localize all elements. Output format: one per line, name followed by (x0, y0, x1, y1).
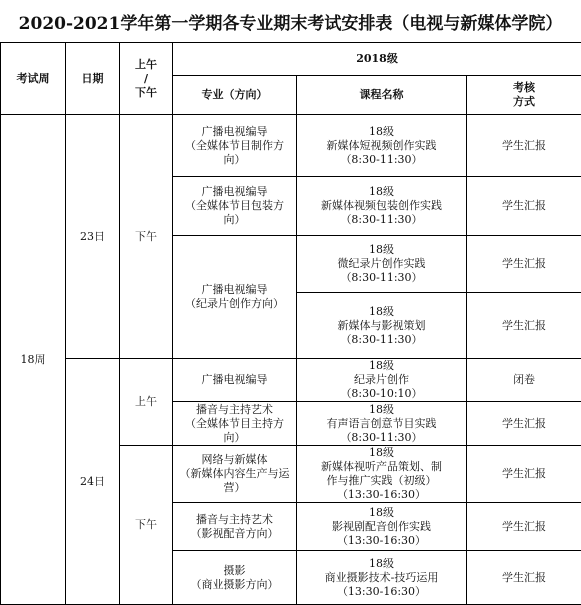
course-cell: 18级 商业摄影技术-技巧运用 （13:30-16:30） (297, 551, 467, 605)
table-row (1, 359, 581, 402)
method-cell: 学生汇报 (467, 402, 581, 446)
major-cell: 广播电视编导 (173, 359, 297, 402)
course-cell: 18级 纪录片创作 （8:30-10:10） (297, 359, 467, 402)
course-cell: 18级 新媒体视频包装创作实践 （8:30-11:30） (297, 177, 467, 236)
week-cell: 18周 (1, 115, 66, 605)
header-week: 考试周 (1, 43, 66, 115)
period-cell-am: 上午 (120, 359, 173, 446)
major-cell: 网络与新媒体 （新媒体内容生产与运 营） (173, 446, 297, 503)
date-cell-23: 23日 (66, 115, 120, 359)
method-cell: 学生汇报 (467, 503, 581, 551)
header-course: 课程名称 (297, 76, 467, 115)
method-cell: 学生汇报 (467, 115, 581, 177)
header-row-1 (1, 43, 581, 76)
method-cell: 学生汇报 (467, 177, 581, 236)
major-cell: 广播电视编导 （纪录片创作方向） (173, 236, 297, 359)
header-pm: 下午 (122, 86, 170, 100)
course-cell: 18级 新媒体短视频创作实践 （8:30-11:30） (297, 115, 467, 177)
header-am: 上午 (122, 58, 170, 72)
method-cell: 闭卷 (467, 359, 581, 402)
major-cell: 播音与主持艺术 （影视配音方向） (173, 503, 297, 551)
header-method: 考核 方式 (467, 76, 581, 115)
major-cell: 广播电视编导 （全媒体节目包装方 向） (173, 177, 297, 236)
period-cell-pm: 下午 (120, 115, 173, 359)
course-cell: 18级 新媒体视听产品策划、制 作与推广实践（初级） （13:30-16:30） (297, 446, 467, 503)
exam-schedule-table (0, 42, 581, 605)
course-cell: 18级 有声语言创意节目实践 （8:30-11:30） (297, 402, 467, 446)
header-slash: / (122, 72, 170, 86)
table-row (1, 115, 581, 177)
header-ampm (120, 43, 173, 115)
course-cell: 18级 影视剧配音创作实践 （13:30-16:30） (297, 503, 467, 551)
date-cell-24: 24日 (66, 359, 120, 605)
header-major: 专业（方向） (173, 76, 297, 115)
course-cell: 18级 微纪录片创作实践 （8:30-11:30） (297, 236, 467, 293)
header-date: 日期 (66, 43, 120, 115)
method-cell: 学生汇报 (467, 551, 581, 605)
method-cell: 学生汇报 (467, 236, 581, 293)
page-title: 2020-2021学年第一学期各专业期末考试安排表（电视与新媒体学院） (0, 0, 581, 42)
major-cell: 广播电视编导 （全媒体节目制作方 向） (173, 115, 297, 177)
method-cell: 学生汇报 (467, 446, 581, 503)
header-grade: 2018级 (173, 43, 581, 76)
major-cell: 摄影 （商业摄影方向） (173, 551, 297, 605)
course-cell: 18级 新媒体与影视策划 （8:30-11:30） (297, 293, 467, 359)
method-cell: 学生汇报 (467, 293, 581, 359)
period-cell-pm: 下午 (120, 446, 173, 605)
major-cell: 播音与主持艺术 （全媒体节目主持方 向） (173, 402, 297, 446)
